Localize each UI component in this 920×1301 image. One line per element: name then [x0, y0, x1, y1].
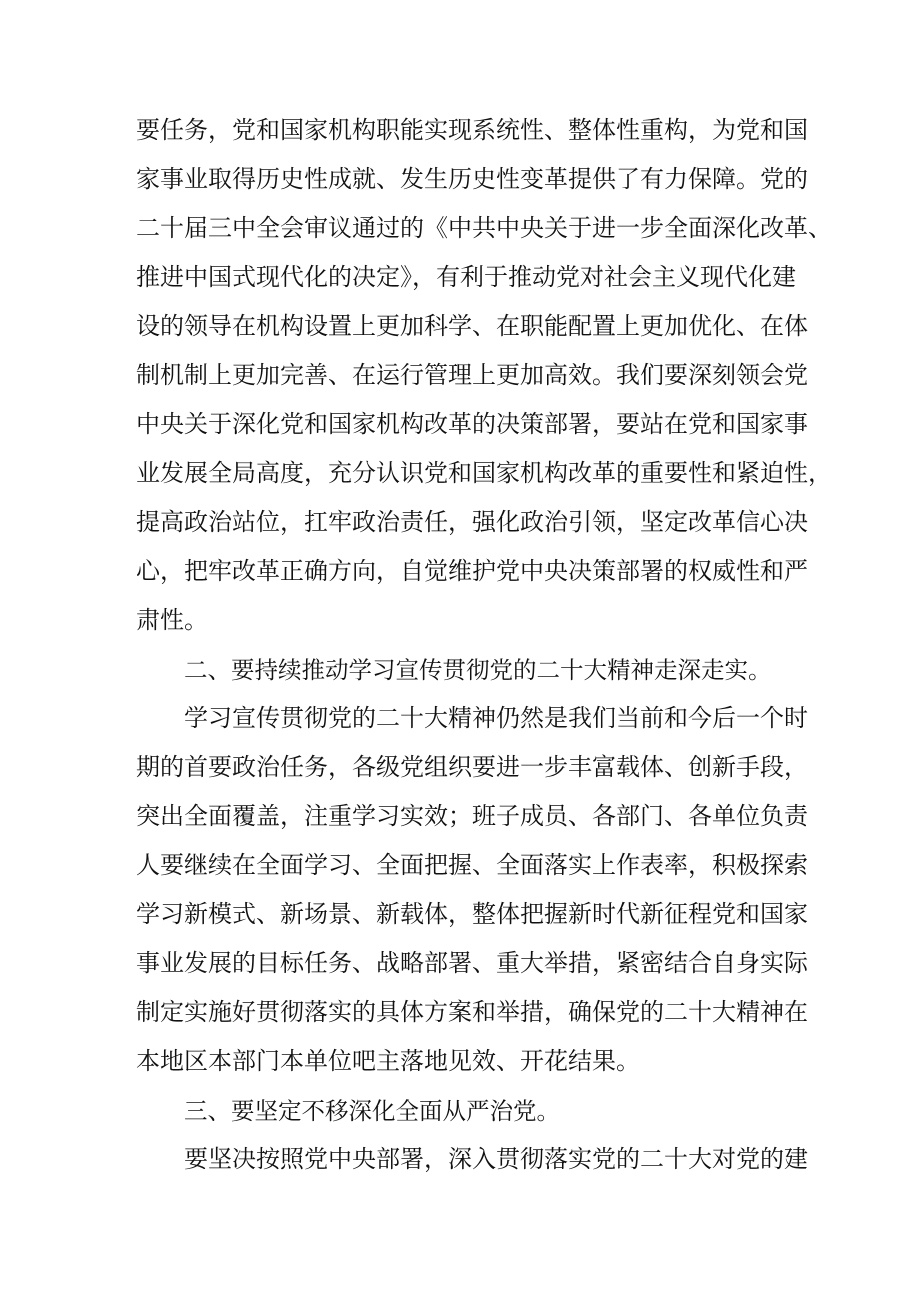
paragraph-line: 业发展全局高度，充分认识党和国家机构改革的重要性和紧迫性， [136, 459, 832, 487]
paragraph-line: 学习新模式、新场景、新载体，整体把握新时代新征程党和国家 [136, 900, 808, 928]
paragraph-line: 提高政治站位，扛牢政治责任，强化政治引领，坚定改革信心决 [136, 508, 808, 536]
paragraph-line: 制机制上更加完善、在运行管理上更加高效。我们要深刻领会党 [136, 361, 808, 389]
paragraph-line: 制定实施好贯彻落实的具体方案和举措，确保党的二十大精神在 [136, 998, 808, 1026]
paragraph-line: 要任务，党和国家机构职能实现系统性、整体性重构，为党和国 [136, 116, 808, 144]
section-heading-2: 二、要持续推动学习宣传贯彻党的二十大精神走深走实。 [184, 656, 772, 684]
paragraph-line: 中央关于深化党和国家机构改革的决策部署，要站在党和国家事 [136, 410, 808, 438]
paragraph-line: 肃性。 [136, 606, 208, 634]
paragraph-line: 推进中国式现代化的决定》，有利于推动党对社会主义现代化建 [136, 263, 796, 291]
paragraph-line: 家事业取得历史性成就、发生历史性变革提供了有力保障。党的 [136, 165, 808, 193]
paragraph-line: 心，把牢改革正确方向，自觉维护党中央决策部署的权威性和严 [136, 557, 808, 585]
section-heading-3: 三、要坚定不移深化全面从严治党。 [184, 1097, 560, 1125]
paragraph-line: 设的领导在机构设置上更加科学、在职能配置上更加优化、在体 [136, 312, 808, 340]
paragraph-line: 要坚决按照党中央部署，深入贯彻落实党的二十大对党的建 [184, 1145, 808, 1173]
paragraph-line: 学习宣传贯彻党的二十大精神仍然是我们当前和今后一个时 [184, 704, 808, 732]
paragraph-line: 人要继续在全面学习、全面把握、全面落实上作表率，积极探索 [136, 851, 808, 879]
paragraph-line: 本地区本部门本单位吧主落地见效、开花结果。 [136, 1047, 640, 1075]
paragraph-line: 突出全面覆盖，注重学习实效；班子成员、各部门、各单位负责 [136, 802, 808, 830]
paragraph-line: 事业发展的目标任务、战略部署、重大举措，紧密结合自身实际 [136, 949, 808, 977]
paragraph-line: 期的首要政治任务，各级党组织要进一步丰富载体、创新手段， [136, 753, 808, 781]
paragraph-line: 二十届三中全会审议通过的《中共中央关于进一步全面深化改革、 [136, 214, 832, 242]
